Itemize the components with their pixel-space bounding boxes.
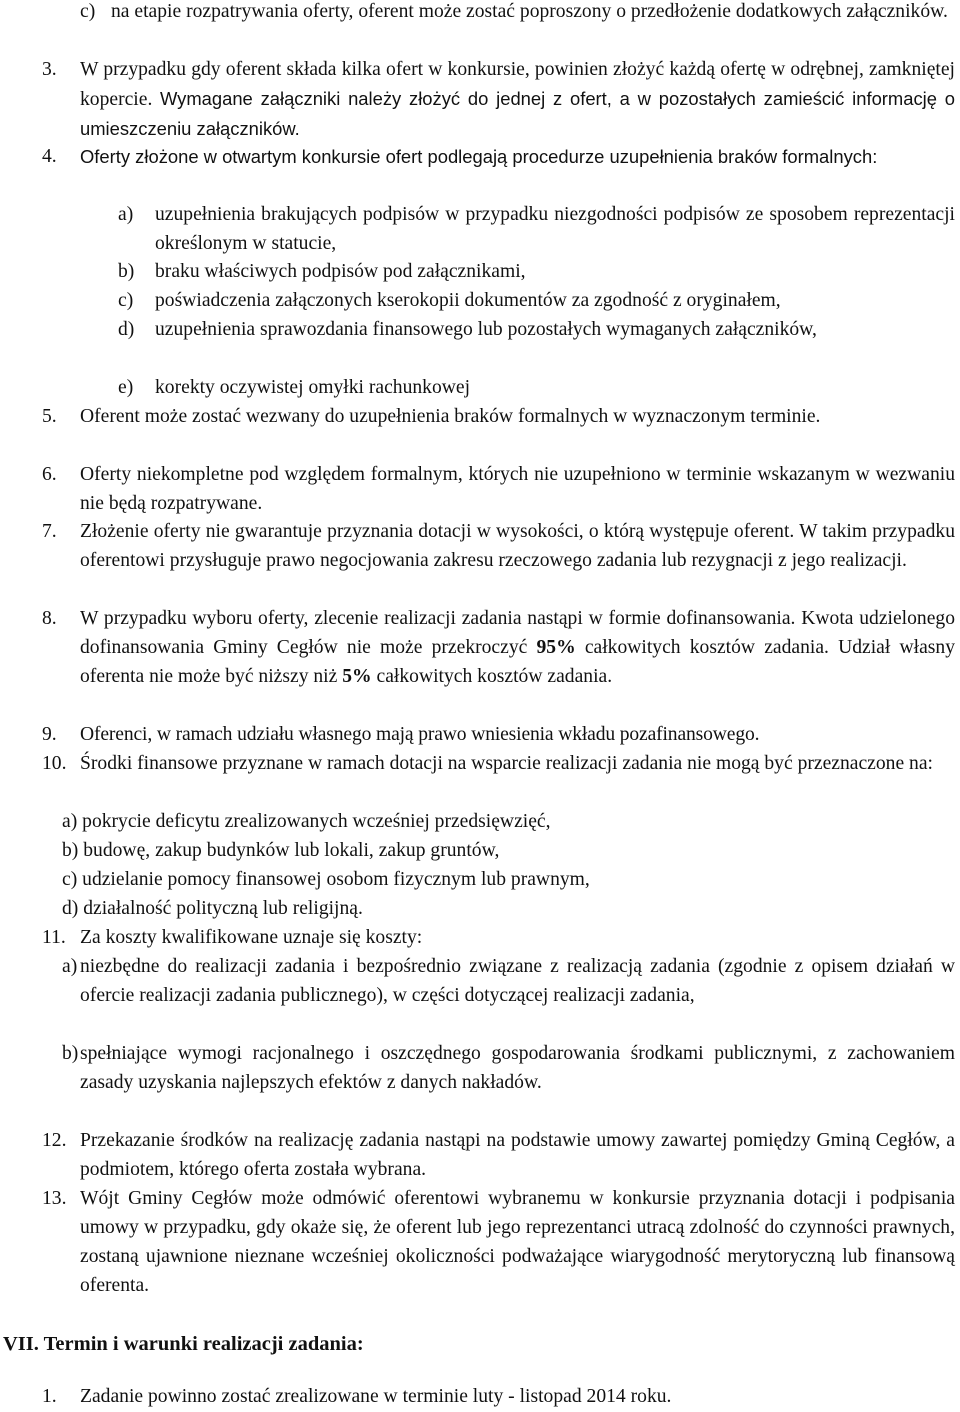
list-item <box>80 0 955 27</box>
list-item <box>62 953 955 1011</box>
list-item <box>62 1040 955 1098</box>
item-number: 12. <box>42 1130 67 1151</box>
list-marker: c) <box>80 1 96 22</box>
item-number: 9. <box>42 724 57 745</box>
numbered-item <box>42 56 955 145</box>
item-number: 5. <box>42 406 57 427</box>
item-text: Oferty niekompletne pod względem formalnym, których nie uzupełniono w terminie wskazanym w wezwaniu nie będą rozpatrywane. <box>80 464 955 514</box>
numbered-item <box>42 1383 955 1412</box>
item-number: 3. <box>42 59 57 80</box>
list-item-text: braku właściwych podpisów pod załącznikami, <box>155 261 526 282</box>
list-marker: c) <box>118 290 134 311</box>
item-text: Oferent może zostać wezwany do uzupełnienia braków formalnych w wyznaczonym terminie. <box>80 406 821 427</box>
list-item <box>62 837 942 866</box>
list-item-text: niezbędne do realizacji zadania i bezpośrednio związane z realizacją zadania (zgodnie z opisem działań w ofercie realizacji zadania publicznego), w części dotyczącej realizacji zadania, <box>80 956 955 1006</box>
percent-5: 5% <box>342 665 372 687</box>
list-item-text: poświadczenia załączonych kserokopii dokumentów za zgodność z oryginałem, <box>155 290 781 311</box>
percent-95: 95% <box>536 636 576 658</box>
item-text: Oferty złożone w otwartym konkursie ofert podlegają procedurze uzupełnienia braków formalnych: <box>80 146 878 167</box>
item-number: 6. <box>42 464 57 485</box>
list-marker: e) <box>118 377 134 398</box>
list-item <box>62 895 942 924</box>
list-marker: d) <box>62 898 79 919</box>
item-number: 10. <box>42 753 67 774</box>
numbered-item <box>42 518 955 576</box>
numbered-item <box>42 461 955 519</box>
item-text: Zadanie powinno zostać zrealizowane w terminie luty - listopad 2014 roku. <box>80 1386 672 1407</box>
numbered-item <box>42 750 955 779</box>
item-text: W przypadku wyboru oferty, zlecenie realizacji zadania nastąpi w formie dofinansowania. Kwota udzielonego dofinansowania Gminy Cegłów nie może przekroczyć 95% całkowitych kosztów zadania. Udział własny oferenta nie może być niższy niż 5% całkowitych kosztów zadania. <box>80 608 955 687</box>
numbered-item <box>42 403 955 432</box>
item-text: Środki finansowe przyznane w ramach dotacji na wsparcie realizacji zadania nie mogą być przeznaczone na: <box>80 753 933 774</box>
list-item-text: uzupełnienia brakujących podpisów w przypadku niezgodności podpisów ze sposobem reprezentacji określonym w statucie, <box>155 204 955 254</box>
list-item-text: korekty oczywistej omyłki rachunkowej <box>155 377 471 398</box>
list-item-text: budowę, zakup budynków lub lokali, zakup gruntów, <box>83 840 500 861</box>
list-marker: b) <box>118 261 135 282</box>
item-number: 11. <box>42 927 66 948</box>
list-item-text: na etapie rozpatrywania oferty, oferent może zostać poproszony o przedłożenie dodatkowych załączników. <box>111 1 948 22</box>
numbered-item <box>42 924 955 953</box>
item-text: Wójt Gminy Cegłów może odmówić oferentowi wybranemu w konkursie przyznania dotacji i podpisania umowy w przypadku, gdy okaże się, że oferent lub jego reprezentanci utracą zdolność do czynności prawnych, zostaną ujawnione nieznane wcześniej okoliczności podważające wiarygodność merytoryczną lub finansową oferenta. <box>80 1188 955 1296</box>
numbered-item <box>42 143 955 172</box>
list-marker: a) <box>118 204 134 225</box>
item-number: 1. <box>42 1386 57 1407</box>
item-text: W przypadku gdy oferent składa kilka ofert w konkursie, powinien złożyć każdą ofertę w odrębnej, zamkniętej kopercie. <box>80 59 955 110</box>
list-marker: a) <box>62 811 78 832</box>
list-item-text: działalność polityczną lub religijną. <box>83 898 363 919</box>
item-number: 8. <box>42 608 57 629</box>
section-heading: VII. Termin i warunki realizacji zadania: <box>3 1333 364 1355</box>
item-text: Złożenie oferty nie gwarantuje przyznania dotacji w wysokości, o którą występuje oferent. W takim przypadku oferentowi przysługuje prawo negocjowania zakresu rzeczowego zadania lub rezygnacji z jego realizacji. <box>80 521 955 571</box>
list-item-text: pokrycie deficytu zrealizowanych wcześniej przedsięwzięć, <box>82 811 551 832</box>
item-number: 4. <box>42 146 57 167</box>
numbered-item <box>42 1127 955 1185</box>
list-item-text: udzielanie pomocy finansowej osobom fizycznym lub prawnym, <box>82 869 590 890</box>
item-text: Przekazanie środków na realizację zadania nastąpi na podstawie umowy zawartej pomiędzy Gminą Cegłów, a podmiotem, którego oferta została wybrana. <box>80 1130 955 1180</box>
list-item <box>118 258 955 287</box>
list-item <box>118 316 955 345</box>
list-item <box>118 374 955 403</box>
item-number: 13. <box>42 1188 67 1209</box>
item-number: 7. <box>42 521 57 542</box>
list-marker: d) <box>118 319 135 340</box>
numbered-item <box>42 605 955 692</box>
item-text-continued: Wymagane załączniki należy złożyć do jednej z ofert, a w pozostałych zamieścić informację o umieszczeniu załączników. <box>80 87 955 139</box>
list-item <box>118 287 955 316</box>
list-item <box>62 808 942 837</box>
numbered-item <box>42 1185 955 1301</box>
list-marker: b) <box>62 840 79 861</box>
item-text: Oferenci, w ramach udziału własnego mają prawo wniesienia wkładu pozafinansowego. <box>80 724 760 745</box>
list-marker: c) <box>62 869 78 890</box>
list-item-text: spełniające wymogi racjonalnego i oszczędnego gospodarowania środkami publicznymi, z zachowaniem zasady uzyskania najlepszych efektów z danych nakładów. <box>80 1043 955 1093</box>
item-text: Za koszty kwalifikowane uznaje się koszty: <box>80 927 423 948</box>
numbered-item <box>42 721 960 750</box>
list-marker: a) <box>62 956 78 977</box>
list-item-text: uzupełnienia sprawozdania finansowego lub pozostałych wymaganych załączników, <box>155 319 817 340</box>
list-item <box>118 201 955 259</box>
list-item <box>62 866 942 895</box>
list-marker: b) <box>62 1043 79 1064</box>
